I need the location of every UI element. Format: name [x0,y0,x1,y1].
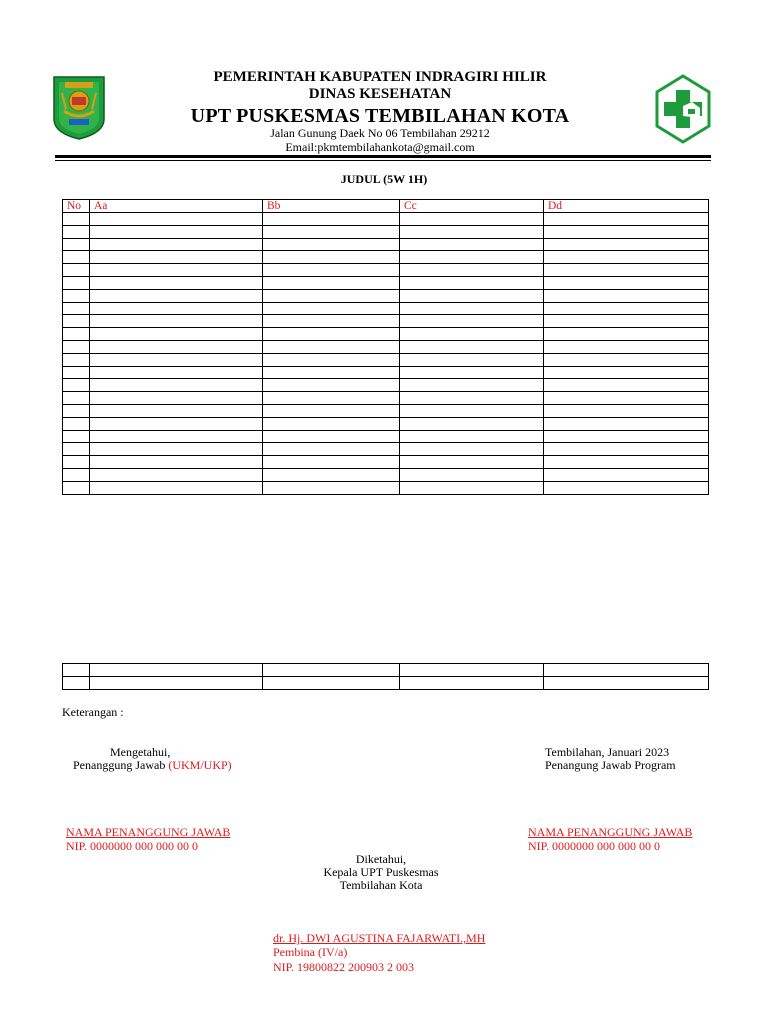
table-row [63,443,709,456]
table-cell [544,456,709,469]
table-cell [544,225,709,238]
data-table [62,199,709,495]
table-row [63,302,709,315]
table-cell [400,456,544,469]
table-row [63,225,709,238]
table-cell [400,676,544,689]
table-cell [90,392,263,405]
table-row [63,379,709,392]
table-cell [400,664,544,677]
table-cell [544,392,709,405]
header-institution: UPT PUSKESMAS TEMBILAHAN KOTA [190,105,570,127]
table-cell [400,392,544,405]
center-sign-unit: Tembilahan Kota [339,878,423,892]
center-sign-name: dr. Hj. DWI AGUSTINA FAJARWATI.,MH [273,931,486,945]
table-cell [400,366,544,379]
table-cell [90,379,263,392]
table-cell [263,302,400,315]
table-row [63,468,709,481]
table-cell [263,225,400,238]
table-cell [90,366,263,379]
table-cell [263,417,400,430]
table-cell [263,353,400,366]
col-header-aa: Aa [90,200,263,213]
table-cell [400,251,544,264]
table-row [63,213,709,226]
table-cell [544,289,709,302]
table-cell [400,379,544,392]
header-rule-thin [55,160,711,161]
table-cell [263,264,400,277]
table-cell [544,468,709,481]
table-row [63,353,709,366]
table-cell [63,379,90,392]
table-cell [63,225,90,238]
table-cell [400,443,544,456]
table-cell [263,664,400,677]
table-row [63,664,709,677]
table-cell [400,340,544,353]
table-cell [400,328,544,341]
table-cell [544,404,709,417]
table-cell [90,468,263,481]
table-cell [263,676,400,689]
table-cell [90,302,263,315]
table-cell [263,392,400,405]
table-row [63,417,709,430]
left-sign-role-prefix: Penanggung Jawab [73,758,169,772]
table-cell [544,213,709,226]
left-sign-name: NAMA PENANGGUNG JAWAB [66,825,231,839]
center-sign-nip: NIP. 19800822 200903 2 003 [273,960,415,974]
header-address: Jalan Gunung Daek No 06 Tembilahan 29212 [270,126,490,140]
table-cell [263,289,400,302]
header-department: DINAS KESEHATAN [308,86,452,102]
table-cell [400,302,544,315]
table-cell [263,328,400,341]
table-row [63,481,709,494]
center-sign-acknowledged: Diketahui, [355,852,407,866]
table-cell [544,328,709,341]
left-sign-acknowledged: Mengetahui, [110,745,171,759]
table-cell [63,417,90,430]
table-cell [544,340,709,353]
summary-table [62,663,709,690]
table-cell [544,264,709,277]
left-sign-nip: NIP. 0000000 000 000 00 0 [66,839,199,853]
table-cell [544,315,709,328]
table-cell [63,392,90,405]
table-cell [63,366,90,379]
table-row [63,366,709,379]
table-cell [63,315,90,328]
table-cell [263,379,400,392]
document-title: JUDUL (5W 1H) [340,172,428,186]
table-cell [400,481,544,494]
table-cell [90,289,263,302]
table-cell [400,315,544,328]
puskesmas-logo-icon [654,74,712,144]
table-cell [544,417,709,430]
table-cell [400,430,544,443]
right-sign-nip: NIP. 0000000 000 000 00 0 [528,839,661,853]
table-cell [90,238,263,251]
table-cell [544,251,709,264]
table-cell [63,468,90,481]
table-cell [400,238,544,251]
table-cell [63,481,90,494]
table-cell [263,315,400,328]
table-cell [90,264,263,277]
table-row [63,289,709,302]
table-cell [400,289,544,302]
table-cell [400,264,544,277]
header-email: Email:pkmtembilahankota@gmail.com [285,140,475,154]
table-cell [263,276,400,289]
table-cell [400,353,544,366]
table-row [63,315,709,328]
table-cell [90,430,263,443]
table-cell [400,404,544,417]
table-cell [544,302,709,315]
left-sign-role-unit: (UKM/UKP) [168,758,232,772]
table-cell [544,238,709,251]
table-header-row [63,200,709,213]
header-government: PEMERINTAH KABUPATEN INDRAGIRI HILIR [213,69,547,85]
table-cell [90,417,263,430]
table-row [63,456,709,469]
table-cell [263,430,400,443]
table-cell [544,430,709,443]
table-cell [263,340,400,353]
table-cell [90,481,263,494]
table-row [63,264,709,277]
center-sign-role: Kepala UPT Puskesmas [323,865,439,879]
table-row [63,404,709,417]
table-cell [90,456,263,469]
table-cell [263,481,400,494]
table-cell [400,225,544,238]
table-cell [63,276,90,289]
table-row [63,328,709,341]
table-cell [90,340,263,353]
table-cell [90,443,263,456]
right-sign-name: NAMA PENANGGUNG JAWAB [528,825,693,839]
table-cell [63,340,90,353]
table-row [63,340,709,353]
table-cell [544,676,709,689]
table-cell [63,251,90,264]
table-cell [90,251,263,264]
table-cell [400,468,544,481]
table-cell [90,404,263,417]
center-sign-rank: Pembina (IV/a) [273,945,348,959]
table-cell [63,676,90,689]
col-header-dd: Dd [544,200,709,213]
table-cell [263,468,400,481]
table-cell [63,328,90,341]
table-cell [263,456,400,469]
table-row [63,676,709,689]
table-cell [544,353,709,366]
table-cell [90,353,263,366]
left-sign-role [73,758,232,772]
table-cell [263,238,400,251]
table-cell [263,366,400,379]
table-cell [400,417,544,430]
table-cell [63,443,90,456]
table-cell [90,664,263,677]
col-header-no: No [63,200,90,213]
table-cell [400,276,544,289]
table-row [63,276,709,289]
table-cell [63,302,90,315]
table-cell [544,276,709,289]
table-cell [544,379,709,392]
table-row [63,430,709,443]
table-cell [400,213,544,226]
table-cell [544,481,709,494]
table-cell [63,456,90,469]
regency-emblem-icon [52,75,106,141]
table-cell [63,353,90,366]
table-cell [90,225,263,238]
col-header-bb: Bb [263,200,400,213]
table-cell [63,264,90,277]
table-cell [263,404,400,417]
table-row [63,251,709,264]
table-cell [544,664,709,677]
table-cell [63,404,90,417]
table-cell [90,328,263,341]
table-row [63,238,709,251]
table-cell [63,430,90,443]
table-cell [90,213,263,226]
table-cell [263,213,400,226]
table-cell [90,315,263,328]
table-row [63,392,709,405]
table-cell [263,251,400,264]
notes-label: Keterangan : [62,705,124,719]
table-cell [63,238,90,251]
right-sign-place-date: Tembilahan, Januari 2023 [545,745,670,759]
col-header-cc: Cc [400,200,544,213]
table-cell [63,664,90,677]
header-rule-thick [55,155,711,158]
table-cell [90,676,263,689]
table-cell [263,443,400,456]
table-cell [90,276,263,289]
table-cell [544,366,709,379]
table-cell [544,443,709,456]
right-sign-role: Penangung Jawab Program [545,758,676,772]
table-cell [63,213,90,226]
table-cell [63,289,90,302]
